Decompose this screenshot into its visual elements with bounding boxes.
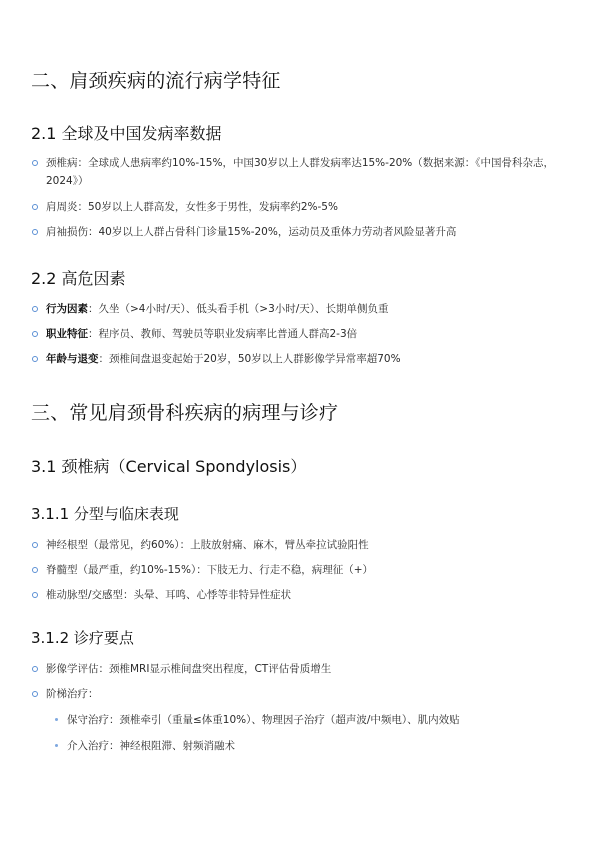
bullet-icon [55,718,58,721]
list-item: 影像学评估：颈椎MRI显示椎间盘突出程度，CT评估骨质增生 [31,660,591,678]
list-item: 神经根型（最常见，约60%）：上肢放射痛、麻木，臂丛牵拉试验阳性 [31,536,591,554]
section-3-heading: 三、常见肩颈骨科疾病的病理与诊疗 [31,402,339,424]
bullet-icon [32,229,38,235]
subsection-3-1-1-heading: 3.1.1 分型与临床表现 [31,505,179,523]
list-item: 肩周炎：50岁以上人群高发，女性多于男性，发病率约2%-5% [31,198,591,216]
subsection-3-1-heading: 3.1 颈椎病（Cervical Spondylosis） [31,457,307,476]
list-item: 阶梯治疗： [31,685,591,703]
list-item: 颈椎病：全球成人患病率约10%-15%，中国30岁以上人群发病率达15%-20%（数据来源：《中国骨科杂志，2024》） [31,154,591,190]
bullet-icon [32,592,38,598]
subsection-3-1-2-heading: 3.1.2 诊疗要点 [31,629,134,647]
sub-list-item: 保守治疗：颈椎牵引（重量≤体重10%）、物理因子治疗（超声波/中频电）、肌内效贴 [53,711,593,729]
list-item: 职业特征：程序员、教师、驾驶员等职业发病率比普通人群高2-3倍 [31,325,591,343]
bullet-icon [32,160,38,166]
bullet-icon [32,691,38,697]
section-2-heading: 二、肩颈疾病的流行病学特征 [31,70,281,92]
sub-list-item: 介入治疗：神经根阻滞、射频消融术 [53,737,593,755]
bullet-icon [32,567,38,573]
list-item: 肩袖损伤：40岁以上人群占骨科门诊量15%-20%，运动员及重体力劳动者风险显著升高 [31,223,591,241]
subsection-2-2-heading: 2.2 高危因素 [31,269,126,288]
list-item: 年龄与退变：颈椎间盘退变起始于20岁，50岁以上人群影像学异常率超70% [31,350,591,368]
bullet-icon [32,666,38,672]
bullet-icon [32,356,38,362]
bullet-icon [55,744,58,747]
list-item: 椎动脉型/交感型：头晕、耳鸣、心悸等非特异性症状 [31,586,591,604]
list-item: 行为因素：久坐（>4小时/天）、低头看手机（>3小时/天）、长期单侧负重 [31,300,591,318]
bullet-icon [32,204,38,210]
bullet-icon [32,331,38,337]
bullet-icon [32,306,38,312]
bullet-icon [32,542,38,548]
subsection-2-1-heading: 2.1 全球及中国发病率数据 [31,124,222,143]
list-item: 脊髓型（最严重，约10%-15%）：下肢无力、行走不稳，病理征（+） [31,561,591,579]
